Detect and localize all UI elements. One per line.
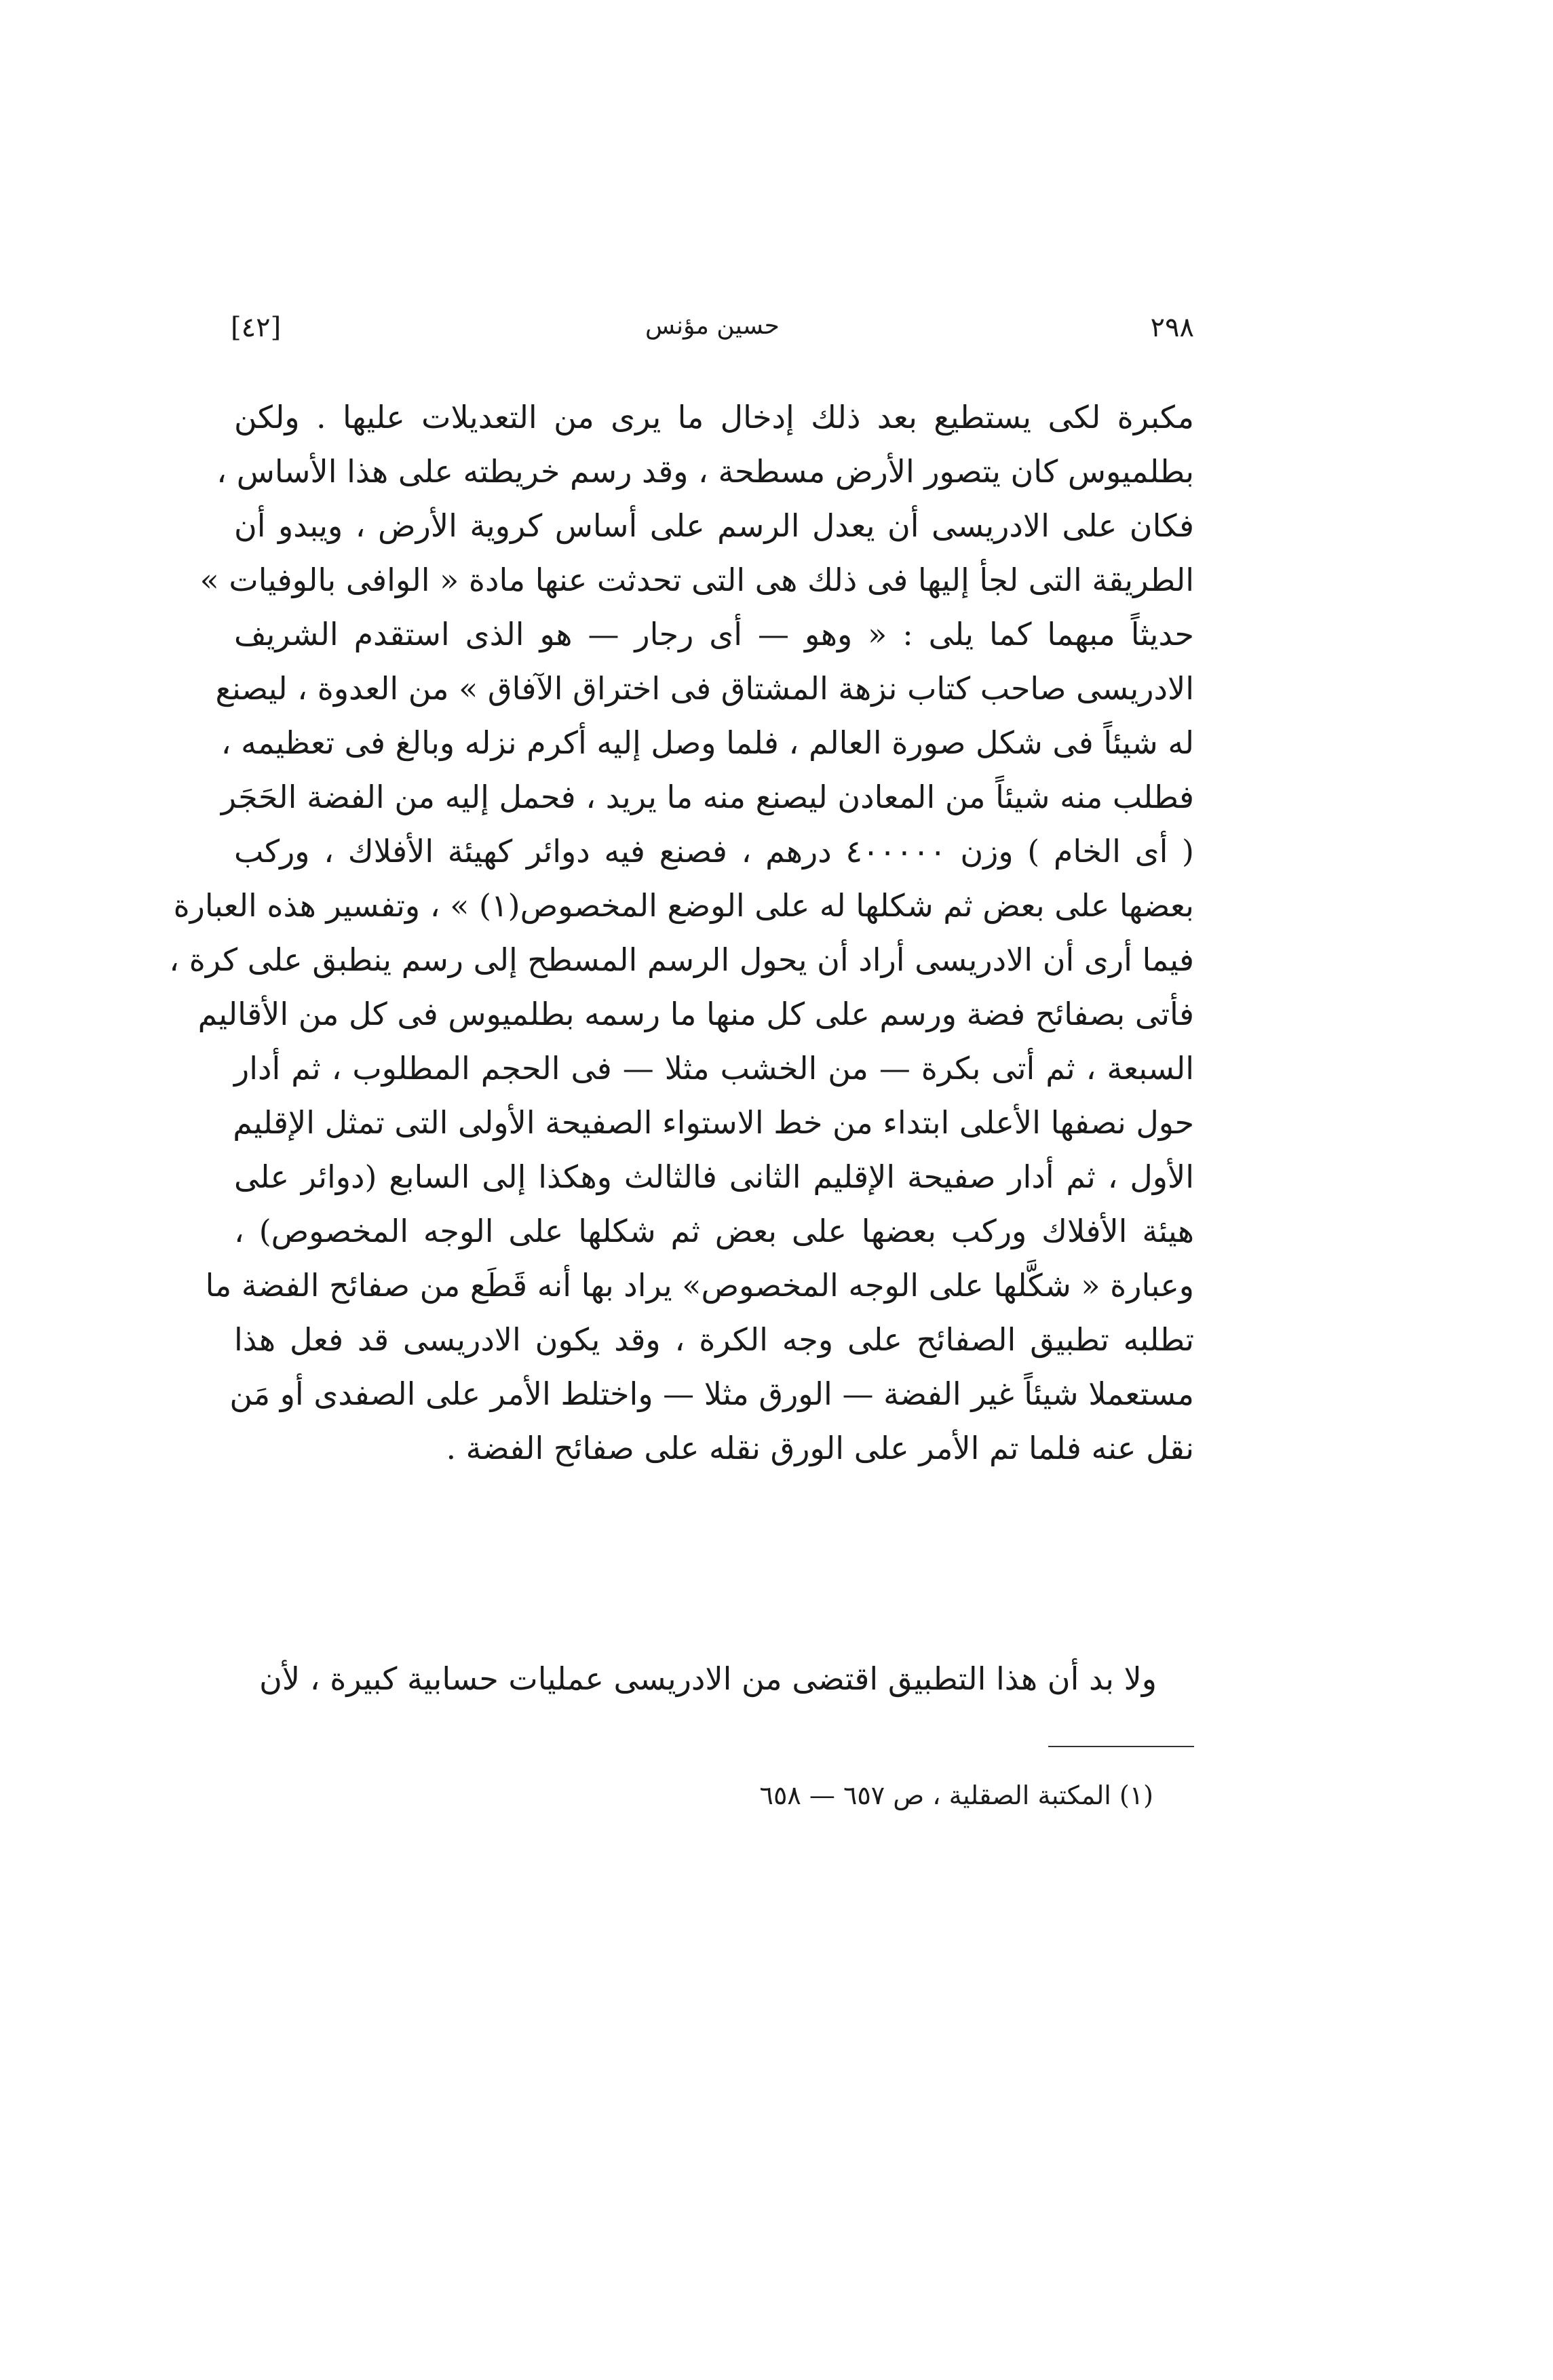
second-paragraph	[234, 1652, 1157, 1706]
text-line: ولا بد أن هذا التطبيق اقتضى من الادريسى عمليات حسابية كبيرة ، لأن	[259, 1660, 1157, 1697]
text-line: ( أى الخام ) وزن ٤٠٠٠٠٠ درهم ، فصنع فيه دوائر كهيئة الأفلاك ، وركب	[234, 833, 1195, 870]
text-line: فيما أرى أن الادريسى أراد أن يحول الرسم المسطح إلى رسم ينطبق على كرة ،	[169, 941, 1194, 978]
text-line: الطريقة التى لجأ إليها فى ذلك هى التى تحدثت عنها مادة « الوافى بالوفيات »	[199, 562, 1194, 598]
text-line: فطلب منه شيئاً من المعادن ليصنع منه ما يريد ، فحمل إليه من الفضة الحَجَر	[221, 779, 1194, 815]
text-line: بطلميوس كان يتصور الأرض مسطحة ، وقد رسم خريطته على هذا الأساس ،	[216, 453, 1194, 490]
text-line: هيئة الأفلاك وركب بعضها على بعض ثم شكلها على الوجه المخصوص) ،	[234, 1213, 1194, 1249]
text-line: بعضها على بعض ثم شكلها له على الوضع المخصوص(١) » ، وتفسير هذه العبارة	[173, 887, 1194, 924]
text-line: حديثاً مبهما كما يلى : « وهو — أى رجار — هو الذى استقدم الشريف	[234, 616, 1194, 652]
running-head	[231, 305, 1194, 359]
text-line: وعبارة « شكَّلها على الوجه المخصوص» يراد بها أنه قَطَع من صفائح الفضة ما	[205, 1267, 1194, 1304]
text-line: الأول ، ثم أدار صفيحة الإقليم الثانى فالثالث وهكذا إلى السابع (دوائر على	[234, 1158, 1194, 1195]
text-line: حول نصفها الأعلى ابتداء من خط الاستواء الصفيحة الأولى التى تمثل الإقليم	[233, 1104, 1194, 1141]
text-line: السبعة ، ثم أتى بكرة — من الخشب مثلا — فى الحجم المطلوب ، ثم أدار	[234, 1050, 1194, 1087]
text-line: مكبرة لكى يستطيع بعد ذلك إدخال ما يرى من التعديلات عليها . ولكن	[234, 399, 1194, 435]
text-line: تطلبه تطبيق الصفائح على وجه الكرة ، وقد يكون الادريسى قد فعل هذا	[234, 1321, 1194, 1358]
footnote-divider	[1048, 1746, 1194, 1747]
running-title: حسين مؤنس	[645, 312, 780, 340]
text-line: له شيئاً فى شكل صورة العالم ، فلما وصل إليه أكرم نزله وبالغ فى تعظيمه ،	[221, 724, 1194, 761]
text-line: نقل عنه فلما تم الأمر على الورق نقله على صفائح الفضة .	[446, 1430, 1194, 1466]
section-marker: [٤٢]	[231, 312, 282, 343]
footnote: (١) المكتبة الصقلية ، ص ٦٥٧ — ٦٥٨	[759, 1780, 1153, 1810]
text-line: فكان على الادريسى أن يعدل الرسم على أساس كروية الأرض ، ويبدو أن	[234, 507, 1194, 544]
page-number: ٢٩٨	[1150, 312, 1194, 343]
main-paragraph	[169, 390, 1195, 1475]
text-line: الادريسى صاحب كتاب نزهة المشتاق فى اختراق الآفاق » من العدوة ، ليصنع	[215, 670, 1194, 707]
text-line: فأتى بصفائح فضة ورسم على كل منها ما رسمه بطلميوس فى كل من الأقاليم	[197, 996, 1194, 1032]
text-line: مستعملا شيئاً غير الفضة — الورق مثلا — واختلط الأمر على الصفدى أو مَن	[229, 1376, 1194, 1412]
